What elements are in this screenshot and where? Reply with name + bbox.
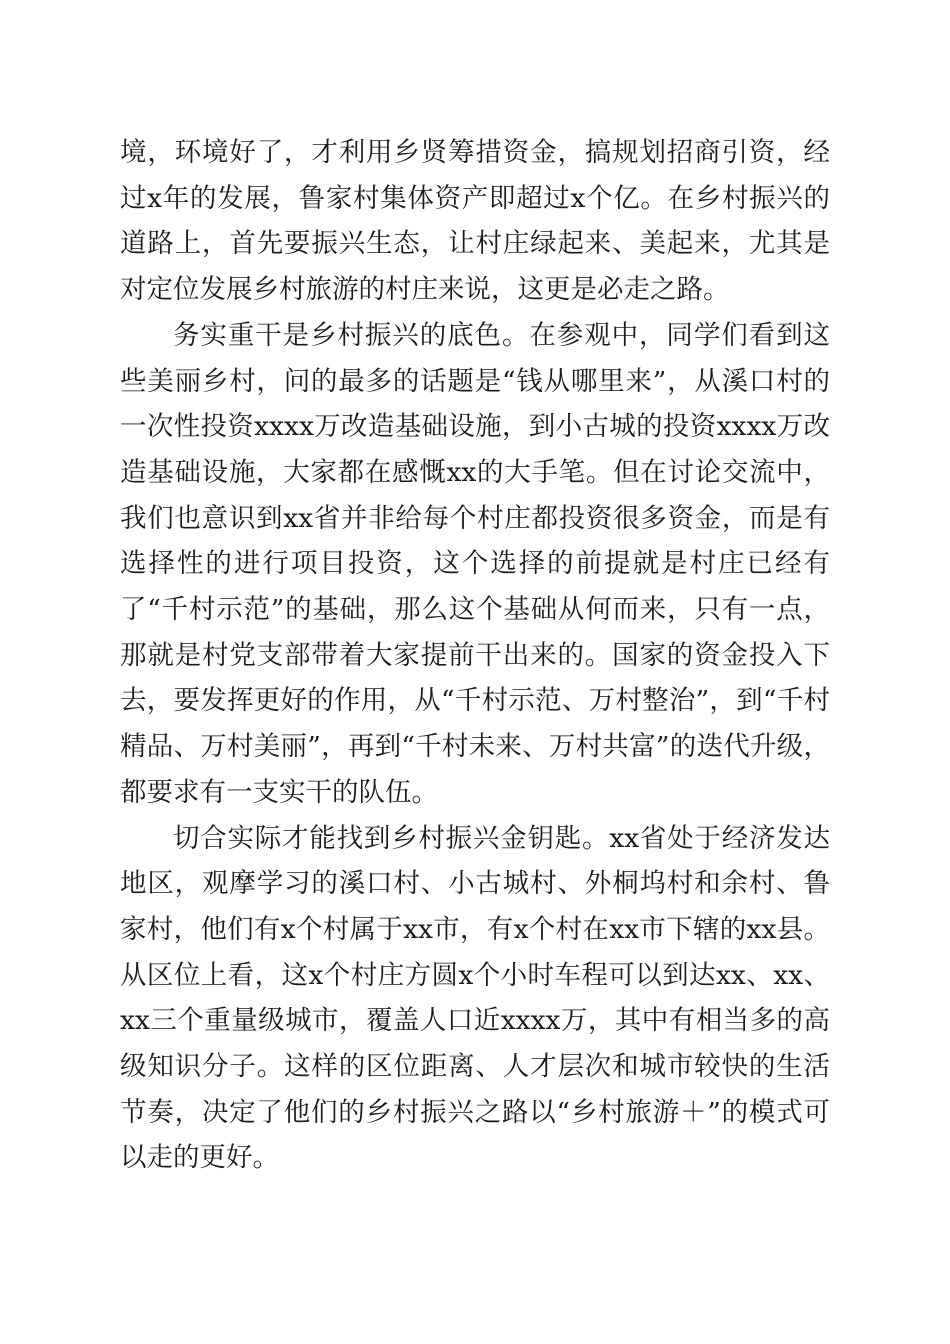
paragraph-pragmatic-work: 务实重干是乡村振兴的底色。在参观中，同学们看到这些美丽乡村，问的最多的话题是“钱从哪里来”，从溪口村的一次性投资xxxx万改造基础设施，到小古城的投资xxxx万改造基础设施，大家都在感慨xx的大手笔。但在讨论交流中，我们也意识到xx省并非给每个村庄都投资很多资金，而是有选择性的进行项目投资，这个选择的前提就是村庄已经有了“千村示范”的基础，那么这个基础从何而来，只有一点，那就是村党支部带着大家提前干出来的。国家的资金投入下去，要发挥更好的作用，从“千村示范、万村整治”，到“千村精品、万村美丽”，再到“千村未来、万村共富”的迭代升级，都要求有一支实干的队伍。 [120,319,830,808]
paragraph-practical-key: 切合实际才能找到乡村振兴金钥匙。xx省处于经济发达地区，观摩学习的溪口村、小古城村、外桐坞村和余村、鲁家村，他们有x个村属于xx市，有x个村在xx市下辖的xx县。从区位上看，这x个村庄方圆x个小时车程可以到达xx、xx、xx三个重量级城市，覆盖人口近xxxx万，其中有相当多的高级知识分子。这样的区位距离、人才层次和城市较快的生活节奏，决定了他们的乡村振兴之路以“乡村旅游＋”的模式可以走的更好。 [120,822,830,1174]
paragraph-continuation: 境，环境好了，才利用乡贤筹措资金，搞规划招商引资，经过x年的发展，鲁家村集体资产即超过x个亿。在乡村振兴的道路上，首先要振兴生态，让村庄绿起来、美起来，尤其是对定位发展乡村旅游的村庄来说，这更是必走之路。 [120,137,830,306]
document-body [120,130,830,1181]
